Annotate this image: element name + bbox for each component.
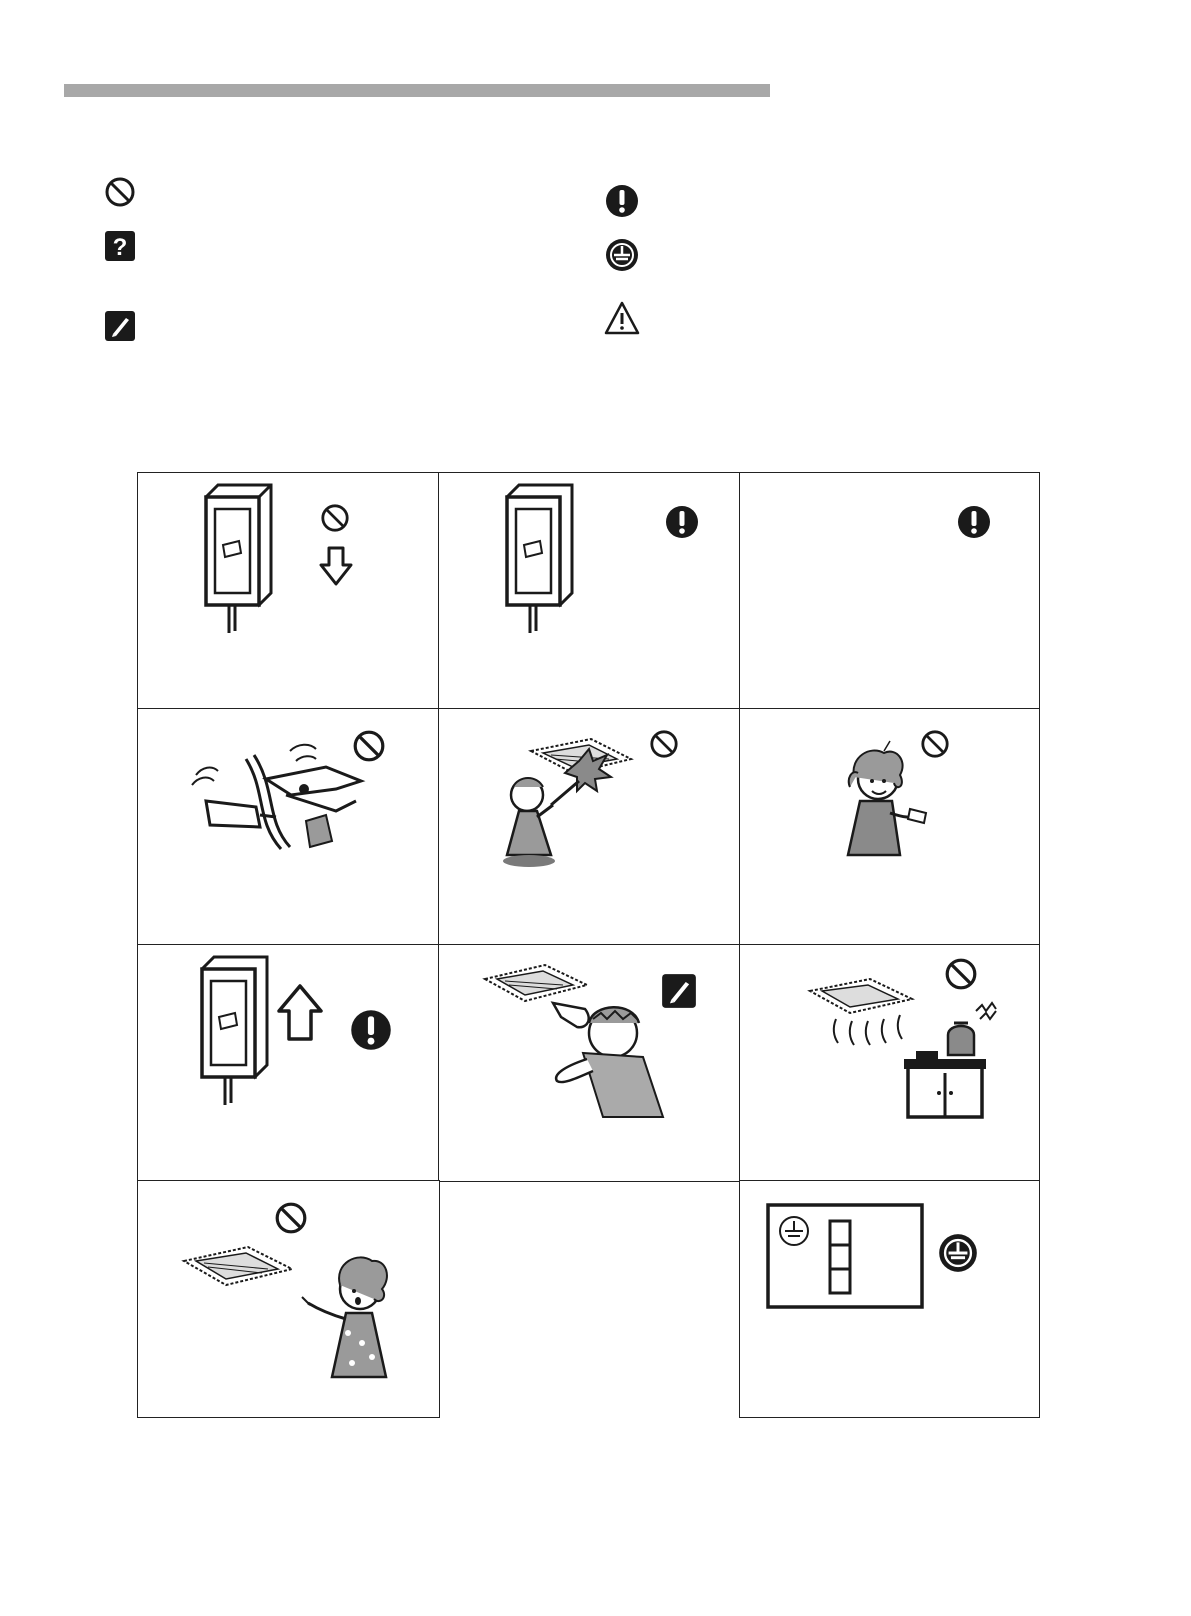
arrow-up-icon xyxy=(276,983,324,1043)
woman-with-remote-illustration xyxy=(840,739,930,859)
grid-cell-r3c1 xyxy=(137,944,440,1182)
prohibition-icon xyxy=(274,1201,308,1235)
grid-cell-r3c2 xyxy=(438,944,741,1182)
grid-cell-r4c1 xyxy=(137,1180,440,1418)
cutting-power-cord-illustration xyxy=(186,731,366,851)
warning-triangle-icon xyxy=(603,300,641,336)
prohibition-icon xyxy=(352,729,386,763)
mandatory-icon xyxy=(957,505,991,539)
cassette-unit-over-stove-illustration xyxy=(808,973,1008,1123)
grid-cell-r4c3 xyxy=(739,1180,1040,1418)
prohibition-icon xyxy=(104,176,136,208)
grid-cell-r1c2 xyxy=(438,472,741,710)
prohibition-icon xyxy=(944,957,978,991)
question-icon xyxy=(104,230,136,262)
pen-icon xyxy=(661,973,697,1009)
ground-icon xyxy=(938,1233,978,1273)
prohibition-icon xyxy=(320,503,350,533)
mandatory-icon xyxy=(605,184,639,218)
grid-cell-r1c3 xyxy=(739,472,1040,710)
mandatory-icon xyxy=(350,1009,392,1051)
ground-terminal-panel-illustration xyxy=(766,1203,924,1309)
arrow-down-icon xyxy=(318,545,354,587)
svg-text:?: ? xyxy=(112,234,128,261)
grid-cell-r2c3 xyxy=(739,708,1040,946)
safety-illustration-grid xyxy=(137,472,1040,1418)
grid-cell-r4c2-empty xyxy=(438,1180,741,1418)
pen-icon xyxy=(104,310,136,342)
woman-near-cassette-unit-illustration xyxy=(182,1233,392,1393)
ground-icon xyxy=(605,238,639,272)
grid-cell-r2c1 xyxy=(137,708,440,946)
child-poking-cassette-unit-illustration xyxy=(481,725,641,875)
grid-cell-r3c3 xyxy=(739,944,1040,1182)
person-cleaning-cassette-unit-illustration xyxy=(483,957,663,1117)
power-switch-box-illustration xyxy=(194,953,284,1108)
prohibition-icon xyxy=(649,729,679,759)
grid-cell-r2c2 xyxy=(438,708,741,946)
section-header-bar xyxy=(64,84,770,97)
grid-cell-r1c1 xyxy=(137,472,440,710)
mandatory-icon xyxy=(665,505,699,539)
power-switch-box-illustration xyxy=(198,481,288,636)
prohibition-icon xyxy=(920,729,950,759)
power-switch-box-illustration xyxy=(499,481,589,636)
